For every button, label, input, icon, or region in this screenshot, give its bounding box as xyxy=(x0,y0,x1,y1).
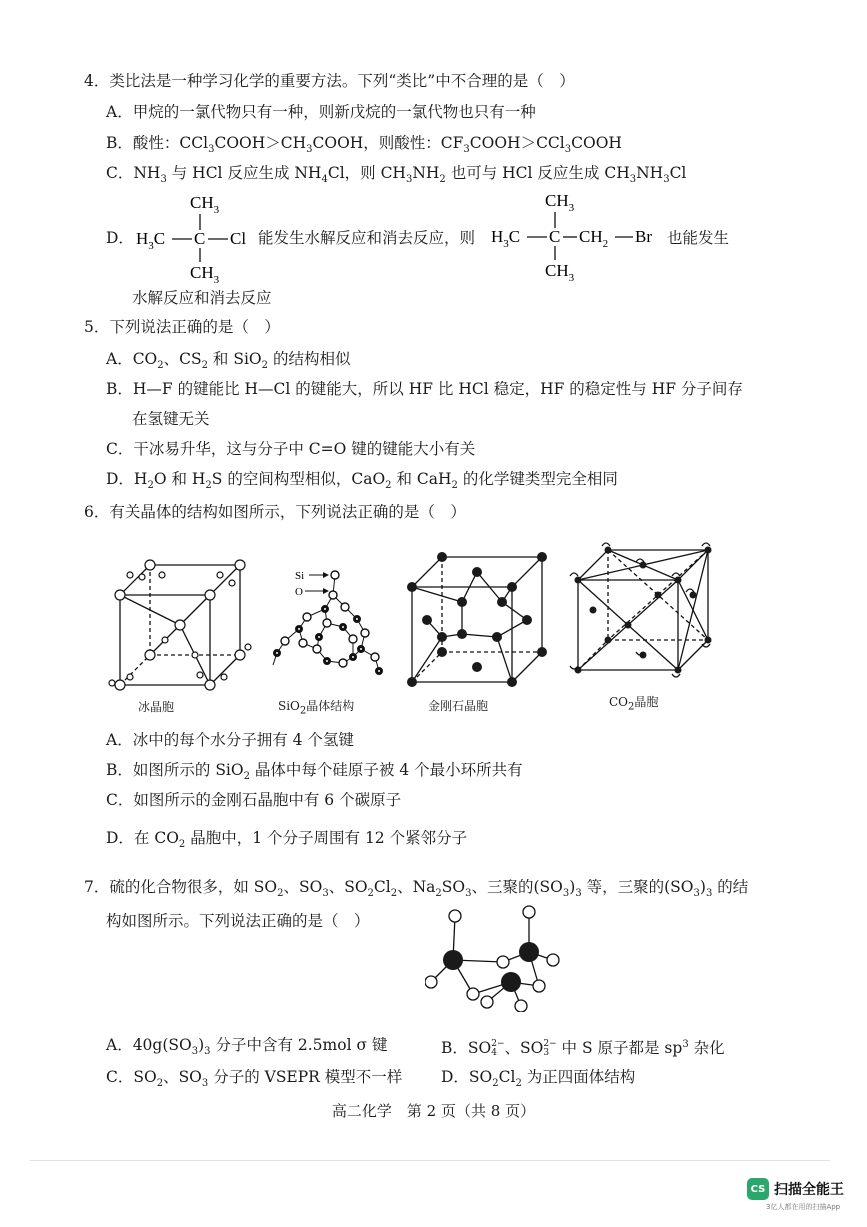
svg-text:C: C xyxy=(194,229,206,248)
diamond-unit-cell-figure xyxy=(402,552,552,691)
svg-text:CH3: $CH_3$ xyxy=(545,191,575,214)
q4-option-d-end: 也能发生 xyxy=(667,229,730,247)
so3-trimer-figure xyxy=(425,902,565,1016)
q4-option-d-continued: 水解反应和消去反应 xyxy=(132,289,272,307)
q5-option-a: A．$CO_2$、$CS_2$ 和 SiO$_2$ 的结构相似 xyxy=(106,350,351,372)
logo-tagline: 3亿人都在用的扫描App xyxy=(766,1203,841,1211)
q4-option-d-middle: 能发生水解反应和消去反应，则 xyxy=(258,229,476,247)
q5-option-b: B．H—F 的键能比 H—Cl 的键能大，所以 HF 比 HCl 稳定，HF 的稳定性与 HF 分子间存 xyxy=(106,380,743,398)
svg-text:Si: Si xyxy=(295,570,305,582)
logo-name: 扫描全能王 xyxy=(774,1182,844,1198)
q6-option-a: A．冰中的每个水分子拥有 4 个氢键 xyxy=(106,731,354,749)
svg-text:Br: Br xyxy=(635,227,652,246)
svg-text:CH3: $CH_3$ xyxy=(545,261,575,284)
svg-text:O: O xyxy=(295,586,303,598)
q4-option-d-label: D． xyxy=(106,229,134,247)
neopentyl-bromide-structure xyxy=(491,188,661,288)
q7-stem: 7．硫的化合物很多，如 $SO_2$、$SO_3$、$SO_2Cl_2$、$Na_2SO_3$、三聚的$(SO_3)_3$ 等，三聚的$(SO_3)_3$ 的结 xyxy=(84,878,749,900)
q7-option-c: C．$SO_2$、$SO_3$ 分子的 VSEPR 模型不一样 xyxy=(106,1068,403,1090)
sio2-caption: SiO$_2$晶体结构 xyxy=(278,699,355,717)
cs-badge-icon: CS xyxy=(747,1178,769,1200)
q7-option-d: D．$SO_2Cl_2$ 为正四面体结构 xyxy=(441,1068,636,1090)
ice-unit-cell-figure xyxy=(100,555,260,699)
tert-butyl-chloride-structure xyxy=(136,190,261,290)
svg-text:CH3: $CH_3$ xyxy=(190,263,220,286)
svg-text:C: C xyxy=(549,227,561,246)
page-footer: 高二化学 第 2 页（共 8 页） xyxy=(331,1102,536,1120)
scanner-logo xyxy=(747,1178,844,1200)
q6-stem: 6．有关晶体的结构如图所示，下列说法正确的是（ ） xyxy=(84,503,466,521)
q5-option-b-continued: 在氢键无关 xyxy=(132,410,210,428)
sio2-structure-figure xyxy=(265,565,385,689)
q6-option-b: B．如图所示的 SiO$_2$ 晶体中每个硅原子被 4 个最小环所共有 xyxy=(106,761,523,783)
svg-text:H3C: $H_3C$ xyxy=(136,229,166,252)
ice-caption: 冰晶胞 xyxy=(138,700,175,714)
co2-caption: $CO_2$晶胞 xyxy=(609,695,659,713)
q6-option-d: D．在 $CO_2$ 晶胞中，1 个分子周围有 12 个紧邻分子 xyxy=(106,829,468,851)
q4-option-c: C．$NH_3$ 与 HCl 反应生成 $NH_4Cl$，则 $CH_3NH_2$ 也可与 HCl 反应生成 $CH_3NH_3Cl$ xyxy=(106,164,687,186)
svg-text:CH3: $CH_3$ xyxy=(190,193,220,216)
svg-text:CH2: $CH_2$ xyxy=(579,227,609,250)
q5-option-c: C．干冰易升华，这与分子中 C=O 键的键能大小有关 xyxy=(106,440,476,458)
co2-unit-cell-figure xyxy=(568,540,718,684)
footer-divider xyxy=(30,1160,830,1161)
q4-option-b: B．酸性：$CCl_3COOH>CH_3COOH$，则酸性：$CF_3COOH>CCl_3COOH$ xyxy=(106,134,622,156)
q6-option-c: C．如图所示的金刚石晶胞中有 6 个碳原子 xyxy=(106,791,402,809)
q7-option-b: B．SO 2− 4 、SO 2− 3 中 S 原子都是 $sp^3$ 杂化 xyxy=(441,1039,725,1059)
svg-text:H3C: $H_3C$ xyxy=(491,227,521,250)
svg-text:Cl: Cl xyxy=(230,229,247,248)
q5-stem: 5．下列说法正确的是（ ） xyxy=(84,318,280,336)
q5-option-d: D．$H_2O$ 和 $H_2S$ 的空间构型相似，CaO$_2$ 和 CaH$_2$ 的化学键类型完全相同 xyxy=(106,470,618,492)
q7-option-a: A．$40g(SO_3)_3$ 分子中含有 2.5mol σ 键 xyxy=(106,1036,388,1058)
q7-stem-continued: 构如图所示。下列说法正确的是（ ） xyxy=(106,912,370,930)
q4-stem: 4．类比法是一种学习化学的重要方法。下列“类比”中不合理的是（ ） xyxy=(84,72,575,90)
q4-option-a: A．甲烷的一氯代物只有一种，则新戊烷的一氯代物也只有一种 xyxy=(106,103,536,121)
diamond-caption: 金刚石晶胞 xyxy=(428,699,489,713)
